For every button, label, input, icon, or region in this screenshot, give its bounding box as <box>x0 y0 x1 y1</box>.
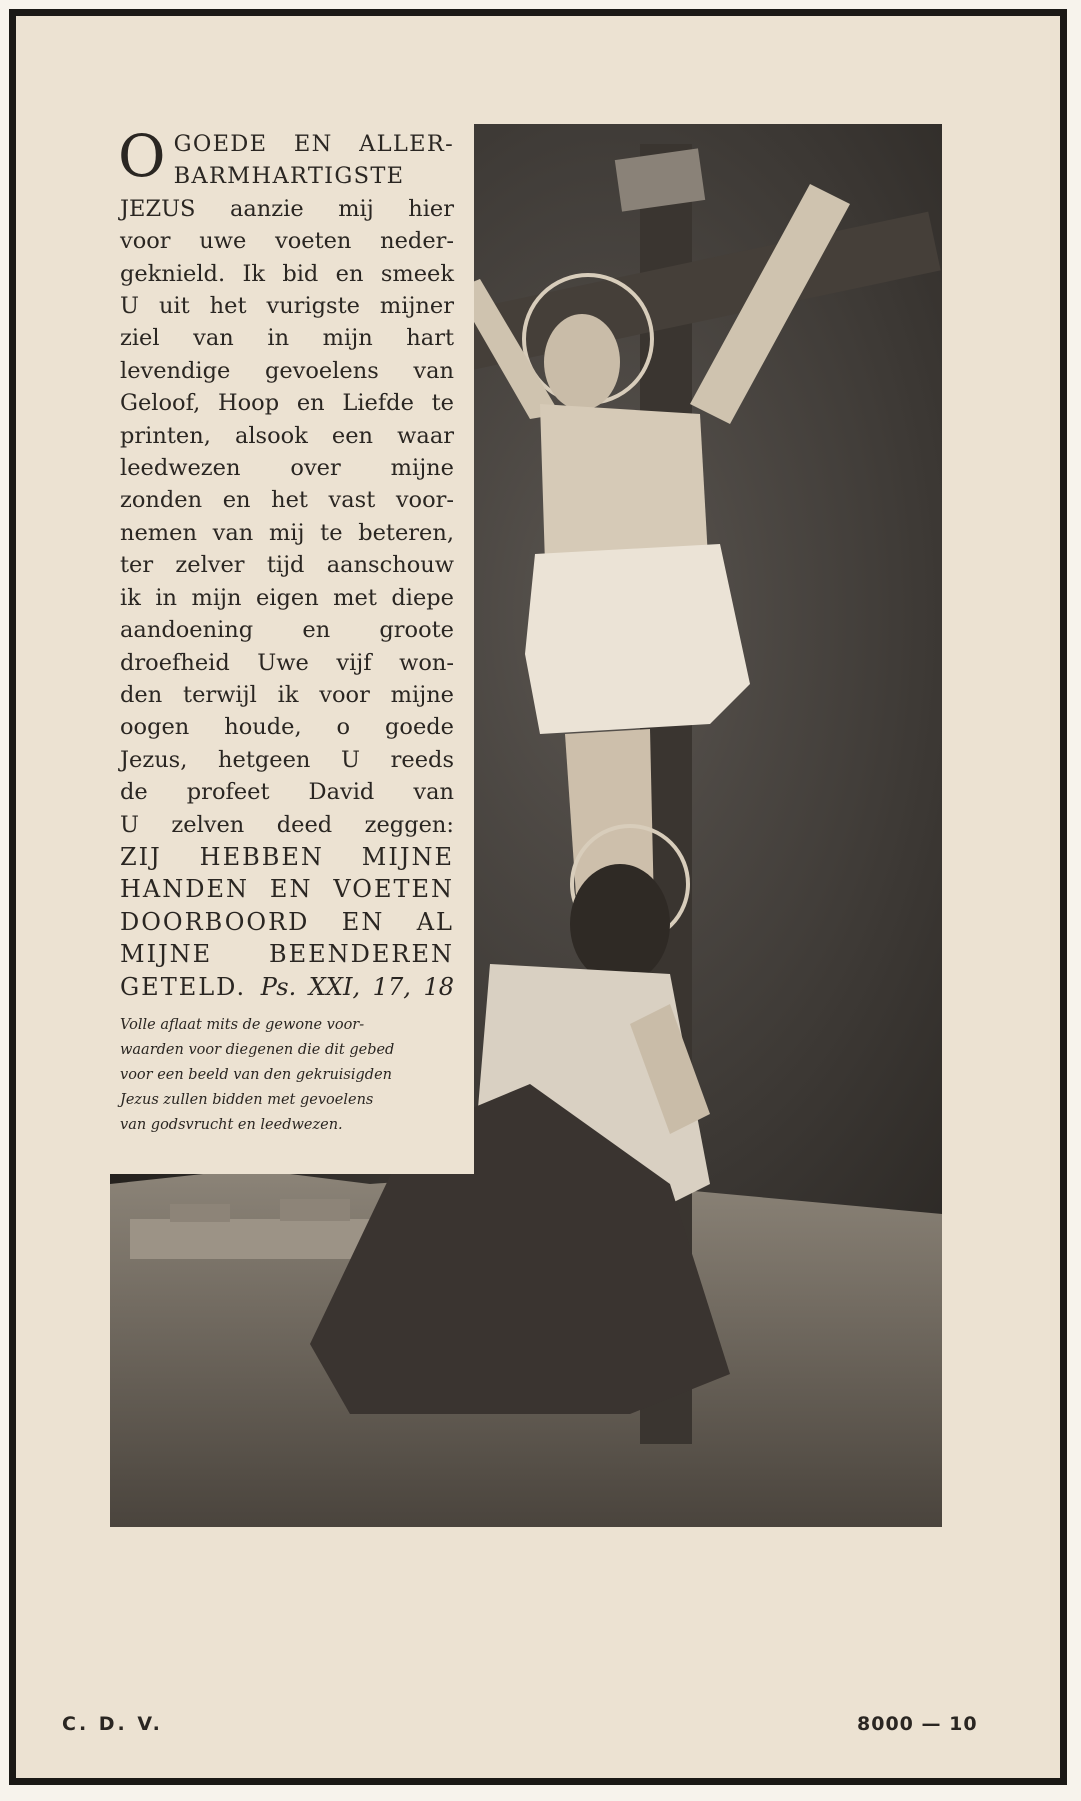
prayer-last-word: GETELD. <box>120 972 247 1001</box>
note-line: Jezus zullen bidden met gevoelens <box>120 1092 374 1108</box>
prayer-line: geknield. Ik bid en smeek <box>120 260 454 287</box>
prayer-line: zonden en het vast voor- <box>120 487 454 514</box>
note-line: van godsvrucht en leedwezen. <box>120 1117 343 1133</box>
prayer-line: MIJNE BEENDEREN <box>120 940 454 969</box>
prayer-line: droefheid Uwe vijf won- <box>120 649 454 676</box>
prayer-line: ter zelver tijd aanschouw <box>120 552 454 579</box>
prayer-line: HANDEN EN VOETEN <box>120 875 454 904</box>
note-line: Volle aflaat mits de gewone voor- <box>120 1017 365 1033</box>
prayer-line: ZIJ HEBBEN MIJNE <box>120 842 454 871</box>
prayer-line: levendige gevoelens van <box>120 357 454 384</box>
prayer-line: ik in mijn eigen met diepe <box>120 584 454 611</box>
prayer-text <box>118 122 454 1003</box>
prayer-line: DOORBOORD EN AL <box>120 907 454 936</box>
prayer-line: printen, alsook een waar <box>120 422 454 449</box>
prayer-line: BARMHARTIGSTE <box>173 163 405 190</box>
prayer-line: JEZUS aanzie mij hier <box>120 195 454 222</box>
prayer-initial: O <box>118 122 166 190</box>
prayer-line: den terwijl ik voor mijne <box>120 681 454 708</box>
prayer-line: oogen houde, o goede <box>120 714 454 741</box>
prayer-line: voor uwe voeten neder- <box>120 228 454 255</box>
prayer-line: Jezus, hetgeen U reeds <box>120 746 454 773</box>
prayer-line: GOEDE EN ALLER- <box>173 131 454 157</box>
note-line: waarden voor diegenen die dit gebed <box>120 1042 395 1058</box>
note-line: voor een beeld van den gekruisigden <box>120 1067 392 1083</box>
publisher-mark: C. D. V. <box>62 1713 163 1735</box>
prayer-line: U uit het vurigste mijner <box>120 293 454 320</box>
scripture-reference: Ps. XXI, 17, 18 <box>260 972 454 1001</box>
prayer-line: de profeet David van <box>120 779 454 806</box>
indulgence-note <box>120 1013 450 1138</box>
prayer-line: ziel van in mijn hart <box>120 325 454 352</box>
prayer-line: nemen van mij te beteren, <box>120 519 454 546</box>
prayer-line: Geloof, Hoop en Liefde te <box>120 390 454 417</box>
prayer-last-line <box>120 971 454 1003</box>
prayer-line: leedwezen over mijne <box>120 455 454 482</box>
prayer-line: U zelven deed zeggen: <box>120 811 454 838</box>
catalog-code: 8000 — 10 <box>857 1713 978 1735</box>
prayer-line: aandoening en groote <box>120 617 454 644</box>
